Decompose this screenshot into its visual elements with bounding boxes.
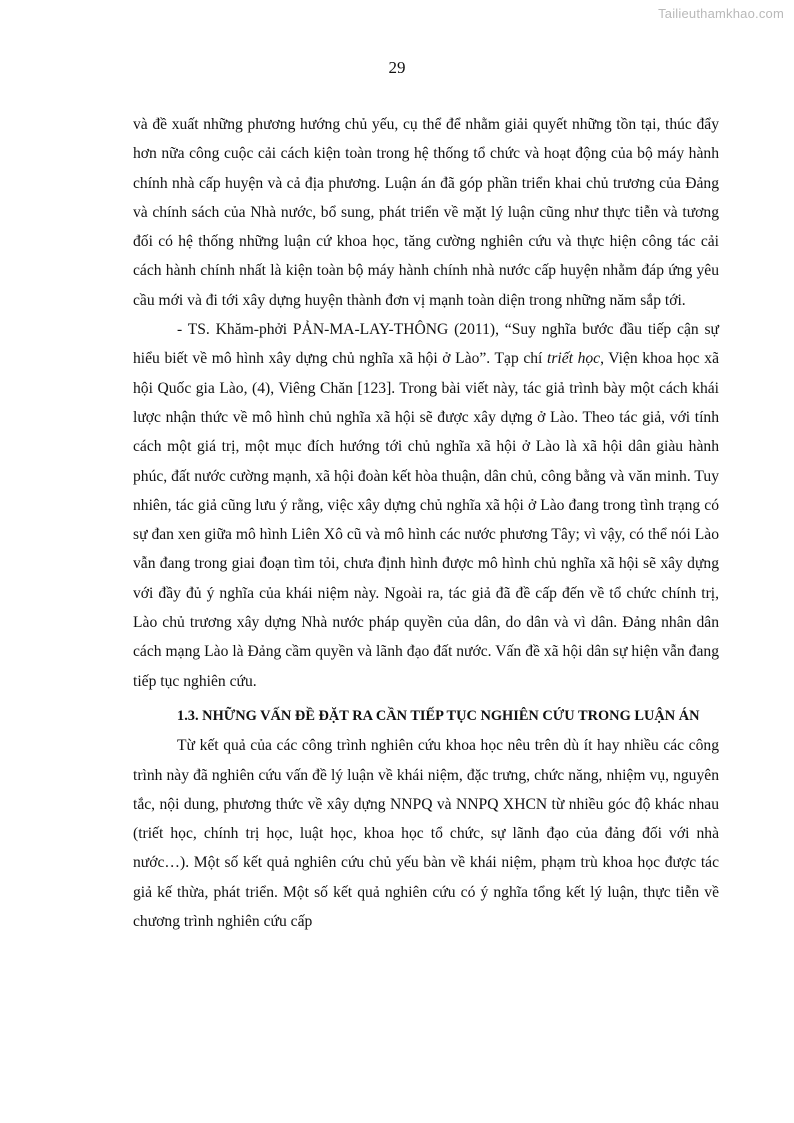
paragraph-2-text-a: - TS. Khăm-phởi PẢN-MA-LAY-THÔNG (2011), “Suy nghĩa bước đầu tiếp cận sự hiểu biết về mô hình xây dựng chủ nghĩa xã hội ở Lào”. Tạp chí bbox=[133, 321, 719, 368]
watermark: Tailieuthamkhao.com bbox=[658, 6, 784, 21]
paragraph-1: và đề xuất những phương hướng chủ yếu, cụ thể để nhằm giải quyết những tồn tại, thúc đẩy hơn nữa công cuộc cải cách kiện toàn trong hệ thống tổ chức và hoạt động của bộ máy hành chính nhà cấp huyện và cả địa phương. Luận án đã góp phần triển khai chủ trương của Đảng và chính sách của Nhà nước, bổ sung, phát triển về mặt lý luận cũng như thực tiễn và tương đối có hệ thống những luận cứ khoa học, tăng cường nghiên cứu và thực hiện công tác cải cách hành chính nhất là kiện toàn bộ máy hành chính nhà nước cấp huyện nhằm đáp ứng yêu cầu mới và đi tới xây dựng huyện thành đơn vị mạnh toàn diện trong những năm sắp tới. bbox=[133, 116, 719, 309]
paragraph-2 bbox=[133, 315, 719, 696]
paragraph-3: Từ kết quả của các công trình nghiên cứu khoa học nêu trên dù ít hay nhiều các công trình này đã nghiên cứu vấn đề lý luận về khái niệm, đặc trưng, chức năng, nhiệm vụ, nguyên tắc, nội dung, phương thức về xây dựng NNPQ và NNPQ XHCN từ nhiều góc độ khác nhau (triết học, chính trị học, luật học, khoa học tổ chức, sự lãnh đạo của đảng đối với nhà nước…). Một số kết quả nghiên cứu chủ yếu bàn về khái niệm, phạm trù khoa học được tác giả kế thừa, phát triển. Một số kết quả nghiên cứu có ý nghĩa tổng kết lý luận, thực tiễn về chương trình nghiên cứu cấp bbox=[133, 737, 719, 931]
journal-name-italic: triết học bbox=[546, 350, 601, 368]
page-number: 29 bbox=[388, 58, 406, 77]
document-body bbox=[133, 110, 719, 936]
section-heading: 1.3. NHỮNG VẤN ĐỀ ĐẶT RA CẦN TIẾP TỤC NGHIÊN CỨU TRONG LUẬN ÁN bbox=[177, 707, 700, 724]
paragraph-2-text-b: , Viện khoa học xã hội Quốc gia Lào, (4), Viêng Chăn [123]. Trong bài viết này, tác giả trình bày một cách khái lược nhận thức về mô hình chủ nghĩa xã hội sẽ được xây dựng ở Lào. Theo tác giả, với tính cách một giá trị, một mục đích hướng tới chủ nghĩa xã hội ở Lào là xã hội dân giàu hành phúc, đất nước cường mạnh, xã hội đoàn kết hòa thuận, dân chủ, công bằng và văn minh. Tuy nhiên, tác giả cũng lưu ý rằng, việc xây dựng chủ nghĩa xã hội ở Lào đang trong tình trạng có sự đan xen giữa mô hình Liên Xô cũ và mô hình các nước phương Tây; vì vậy, có thể nói Lào vẫn đang trong giai đoạn tìm tỏi, chưa định hình được mô hình chủ nghĩa xã hội sẽ xây dựng với đầy đủ ý nghĩa của khái niệm này. Ngoài ra, tác giả đã đề cấp đến về tổ chức chính trị, Lào chủ trương xây dựng Nhà nước pháp quyền của dân, do dân và vì dân. Đảng nhân dân cách mạng Lào là Đảng cầm quyền và lãnh đạo đất nước. Vấn đề xã hội dân sự hiện vẫn đang tiếp tục nghiên cứu. bbox=[133, 350, 720, 690]
